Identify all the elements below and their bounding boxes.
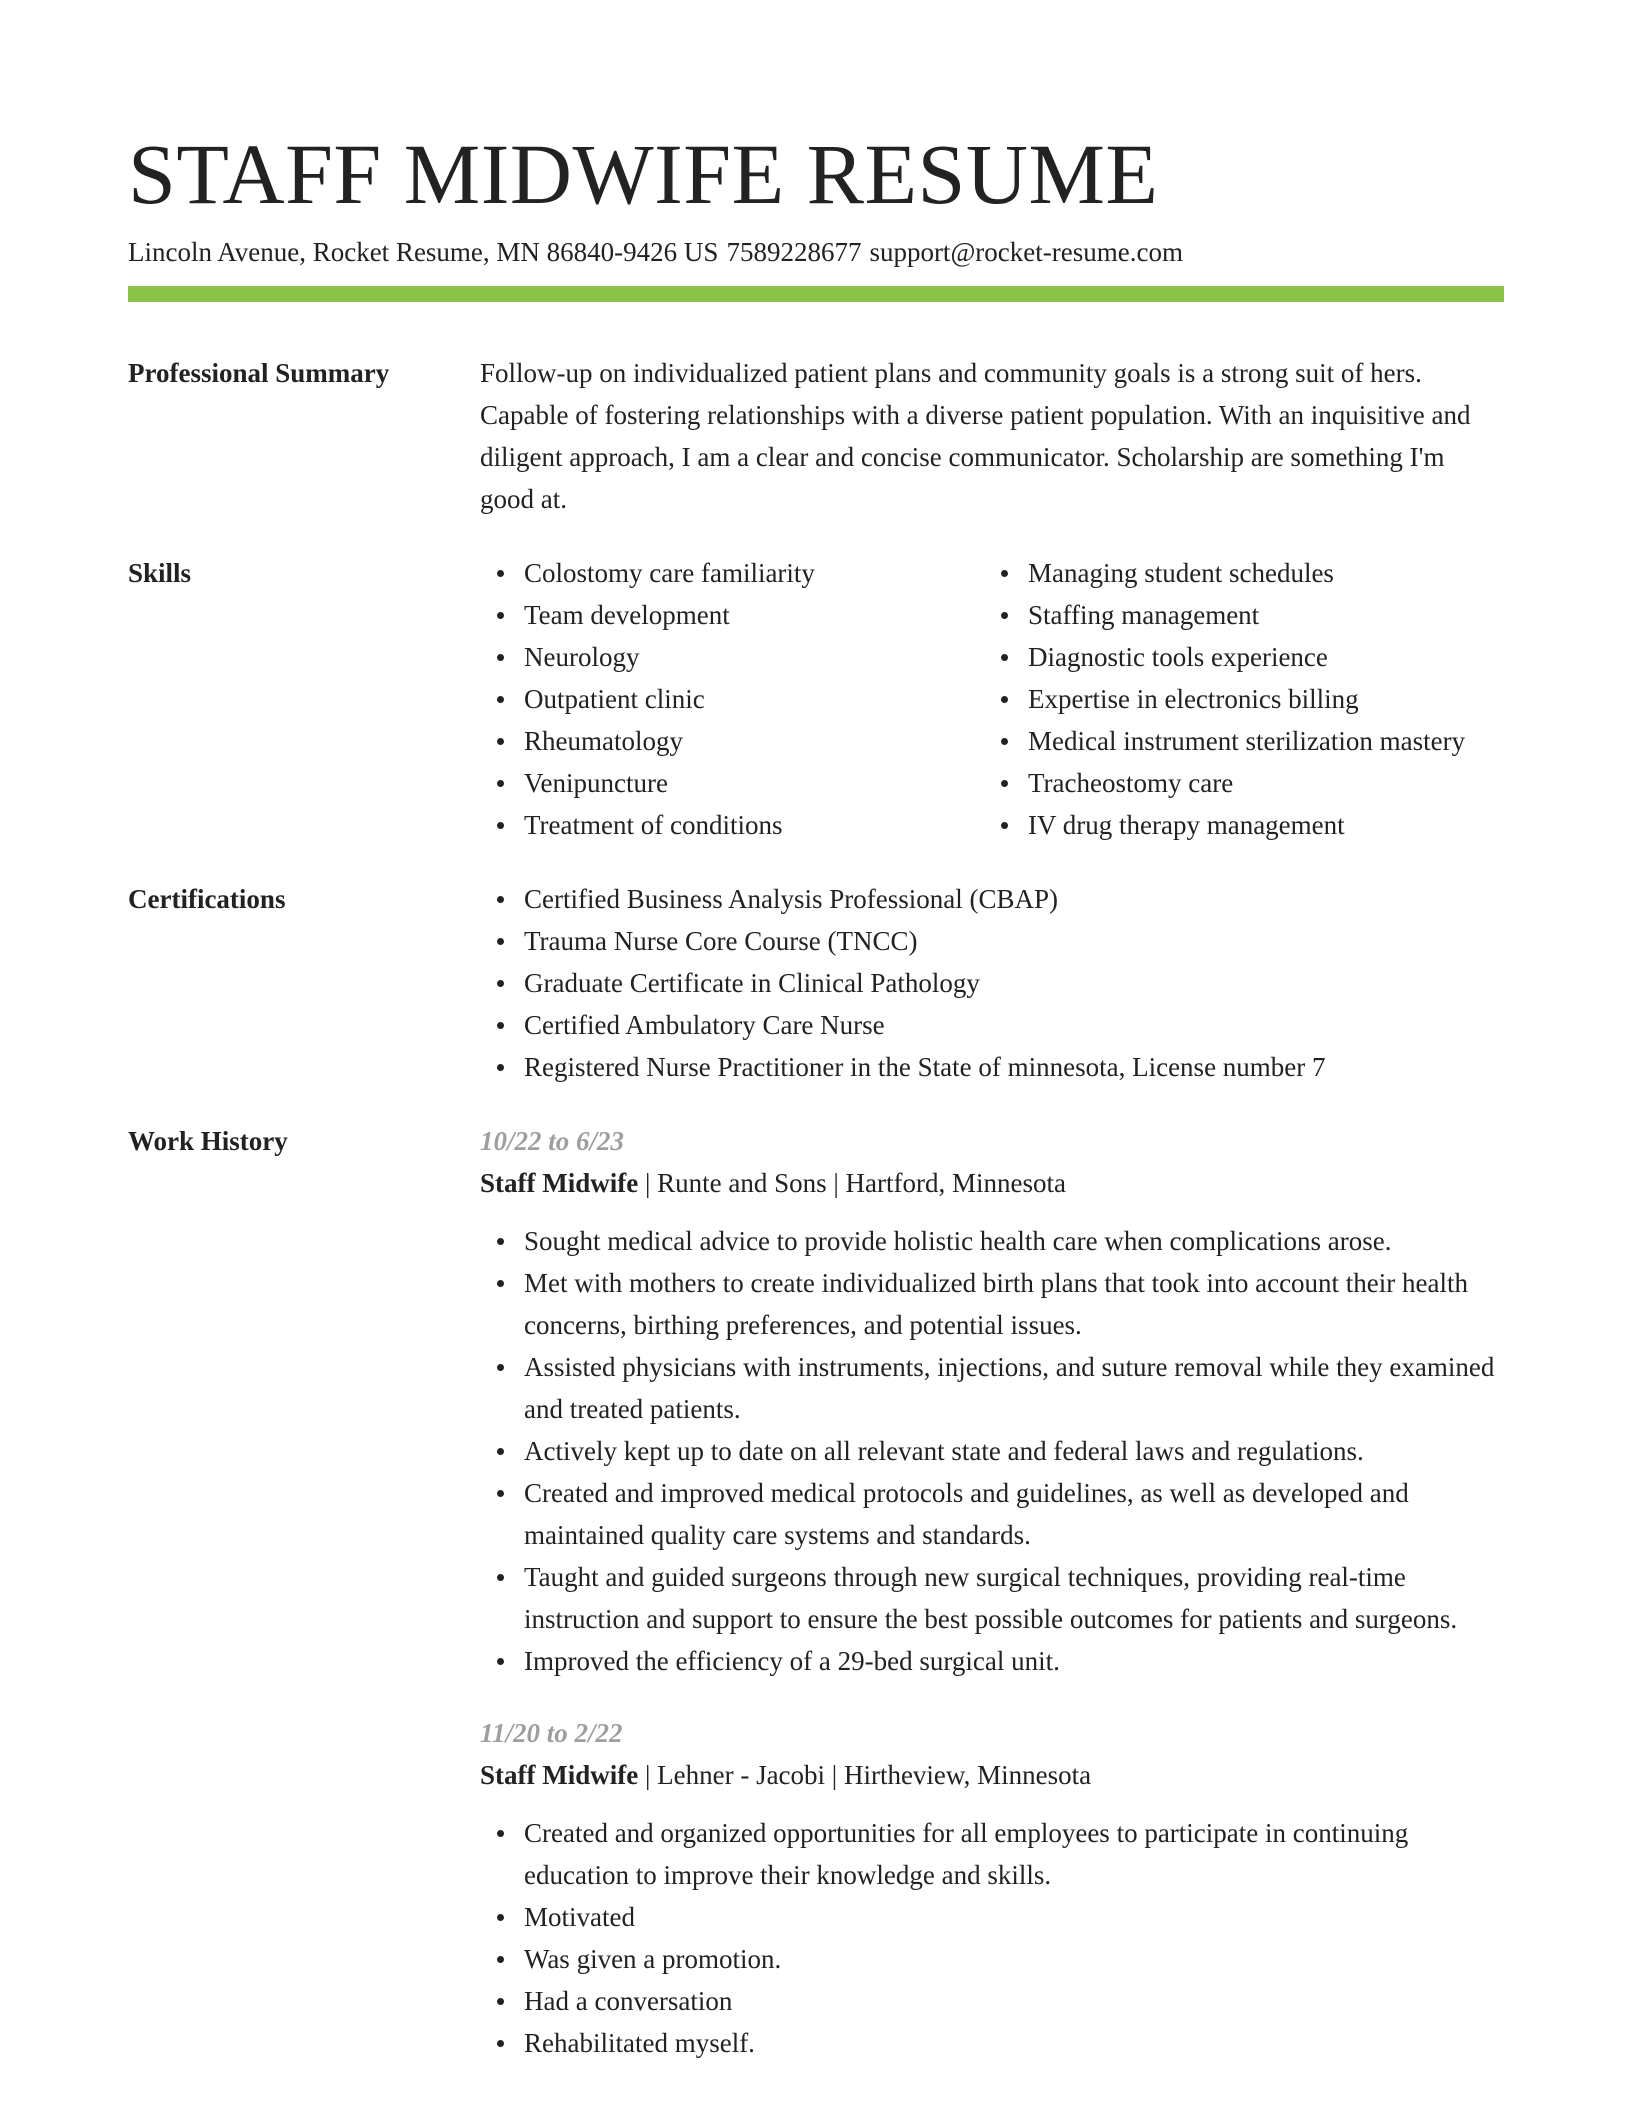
job-duty: Actively kept up to date on all relevant state and federal laws and regulations. [524,1430,1504,1472]
job-duty: Had a conversation [524,1980,1504,2022]
contact-address: Lincoln Avenue, Rocket Resume, MN 86840-9426 US [128,237,719,267]
skill-item: Expertise in electronics billing [1028,678,1504,720]
job-entry [480,1120,1504,1682]
job-duty: Met with mothers to create individualized birth plans that took into account their health concerns, birthing preferences, and potential issues. [524,1262,1504,1346]
job-role: Staff Midwife [480,1760,639,1790]
certification-item: Graduate Certificate in Clinical Pathology [524,962,1504,1004]
certifications-section [128,878,1504,1088]
skill-item: Diagnostic tools experience [1028,636,1504,678]
contact-email: support@rocket-resume.com [869,237,1183,267]
resume-title: STAFF MIDWIFE RESUME [128,126,1159,222]
certification-item: Certified Business Analysis Professional (CBAP) [524,878,1504,920]
job-duty: Rehabilitated myself. [524,2022,1504,2064]
job-duty: Assisted physicians with instruments, injections, and suture removal while they examined and treated patients. [524,1346,1504,1430]
skills-section [128,552,1504,846]
skill-item: Outpatient clinic [524,678,984,720]
work-history-section [128,1120,1504,2064]
summary-text: Follow-up on individualized patient plans and community goals is a strong suit of hers. Capable of fostering relationships with a diverse patient population. With an inquisitive and diligent approach, I am a clear and concise communicator. Scholarship are something I'm good at. [480,358,1471,514]
section-label-certifications: Certifications [128,884,286,914]
certification-item: Trauma Nurse Core Course (TNCC) [524,920,1504,962]
job-duty: Taught and guided surgeons through new surgical techniques, providing real-time instruction and support to ensure the best possible outcomes for patients and surgeons. [524,1556,1504,1640]
skill-item: Tracheostomy care [1028,762,1504,804]
section-label-skills: Skills [128,558,192,588]
job-duty: Created and improved medical protocols and guidelines, as well as developed and maintained quality care systems and standards. [524,1472,1504,1556]
skill-item: Rheumatology [524,720,984,762]
skill-item: Team development [524,594,984,636]
skills-list-left [480,552,984,846]
skill-item: Treatment of conditions [524,804,984,846]
section-label-summary: Professional Summary [128,358,390,388]
skill-item: Staffing management [1028,594,1504,636]
skill-item: IV drug therapy management [1028,804,1504,846]
contact-phone: 7589228677 [726,237,862,267]
job-duty: Improved the efficiency of a 29-bed surgical unit. [524,1640,1504,1682]
job-duty: Sought medical advice to provide holistic health care when complications arose. [524,1220,1504,1262]
skill-item: Venipuncture [524,762,984,804]
job-dates: 11/20 to 2/22 [480,1718,623,1748]
resume-page [128,124,1504,2064]
job-role-line [480,1754,1504,1796]
job-role-line [480,1162,1504,1204]
skill-item: Managing student schedules [1028,552,1504,594]
skills-list-right [984,552,1504,846]
job-duty: Created and organized opportunities for all employees to participate in continuing education to improve their knowledge and skills. [524,1812,1504,1896]
job-dates: 10/22 to 6/23 [480,1126,625,1156]
accent-divider [128,286,1504,302]
summary-section [128,352,1504,520]
certification-item: Certified Ambulatory Care Nurse [524,1004,1504,1046]
job-duties-list [480,1812,1504,2064]
job-role: Staff Midwife [480,1168,639,1198]
job-duties-list [480,1220,1504,1682]
skill-item: Colostomy care familiarity [524,552,984,594]
job-duty: Was given a promotion. [524,1938,1504,1980]
job-duty: Motivated [524,1896,1504,1938]
section-label-work-history: Work History [128,1126,288,1156]
certifications-list [480,878,1504,1088]
skill-item: Medical instrument sterilization mastery [1028,720,1504,762]
job-entry [480,1712,1504,2064]
skill-item: Neurology [524,636,984,678]
certification-item: Registered Nurse Practitioner in the State of minnesota, License number 7 [524,1046,1504,1088]
contact-line [128,234,1504,270]
job-employer-location: | Runte and Sons | Hartford, Minnesota [638,1168,1066,1198]
job-employer-location: | Lehner - Jacobi | Hirtheview, Minnesota [638,1760,1092,1790]
